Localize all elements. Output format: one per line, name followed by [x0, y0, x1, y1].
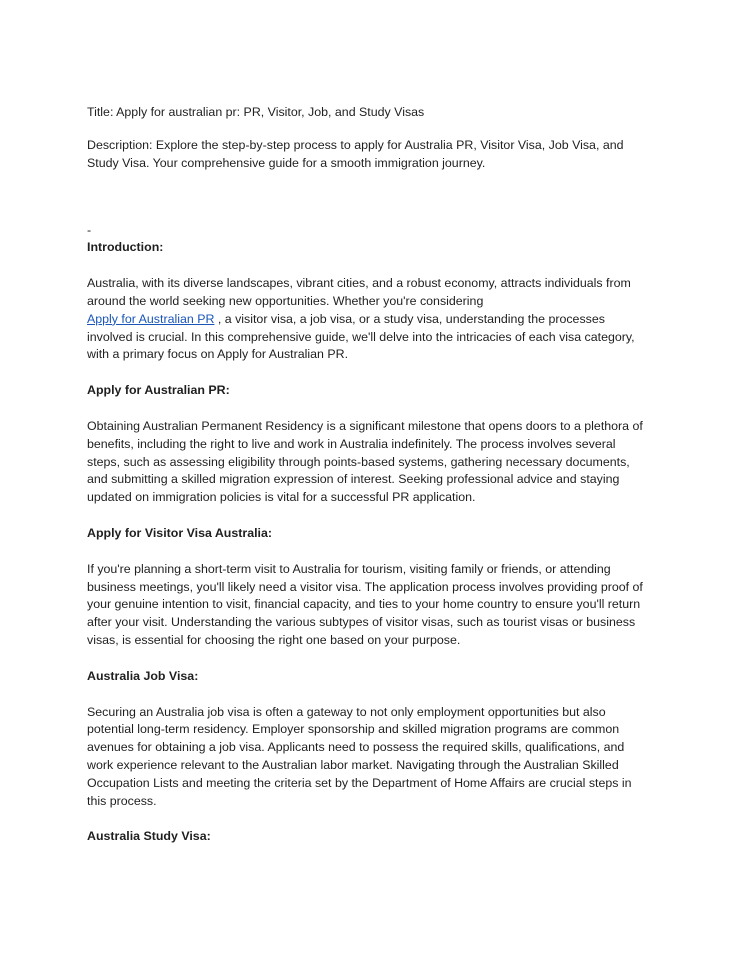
introduction-text-start: Australia, with its diverse landscapes, vibrant cities, and a robust economy, attracts individuals from around the world seeking new opportunities. Whether you're considering	[87, 276, 631, 308]
apply-for-australian-pr-link[interactable]: Apply for Australian PR	[87, 311, 215, 326]
introduction-paragraph	[87, 275, 647, 364]
section-body-job-visa: Securing an Australia job visa is often a gateway to not only employment opportunities but also potential long-term residency. Employer sponsorship and skilled migration programs are common avenues for obtaining a job visa. Applicants need to possess the required skills, qualifications, and work experience relevant to the Australian labor market. Navigating through the Australian Skilled Occupation Lists and meeting the criteria set by the Department of Home Affairs are crucial steps in this process.	[87, 704, 632, 808]
section-body-australian-pr: Obtaining Australian Permanent Residency is a significant milestone that opens doors to a plethora of benefits, including the right to live and work in Australia indefinitely. The process involves several steps, such as assessing eligibility through points-based systems, gathering necessary documents, and submitting a skilled migration expression of interest. Seeking professional advice and staying updated on immigration policies is vital for a successful PR application.	[87, 418, 643, 505]
section-body-visitor-visa: If you're planning a short-term visit to Australia for tourism, visiting family or friends, or attending business meetings, you'll likely need a visitor visa. The application process involves providing proof of your genuine intention to visit, financial capacity, and ties to your home country to ensure you'll return after your visit. Understanding the various subtypes of visitor visas, such as tourist visas or business visas, is essential for choosing the right one based on your purpose.	[87, 561, 643, 647]
document-description-line: Description: Explore the step-by-step process to apply for Australia PR, Visitor Visa, Job Visa, and Study Visa. Your comprehensive guide for a smooth immigration journey.	[87, 137, 624, 170]
separator-dash: -	[87, 223, 92, 238]
section-heading-job-visa: Australia Job Visa:	[87, 668, 199, 683]
introduction-text-end: , a visitor visa, a job visa, or a study visa, understanding the processes involved is crucial. In this comprehensive guide, we'll delve into the intricacies of each visa category, with a primary focus on Apply for Australian PR.	[87, 311, 635, 362]
section-heading-visitor-visa: Apply for Visitor Visa Australia:	[87, 525, 272, 540]
document-page	[87, 104, 647, 846]
section-heading-study-visa: Australia Study Visa:	[87, 829, 211, 844]
document-title-line: Title: Apply for australian pr: PR, Visitor, Job, and Study Visas	[87, 105, 425, 119]
section-heading-australian-pr: Apply for Australian PR:	[87, 383, 230, 398]
introduction-heading: Introduction:	[87, 240, 164, 255]
